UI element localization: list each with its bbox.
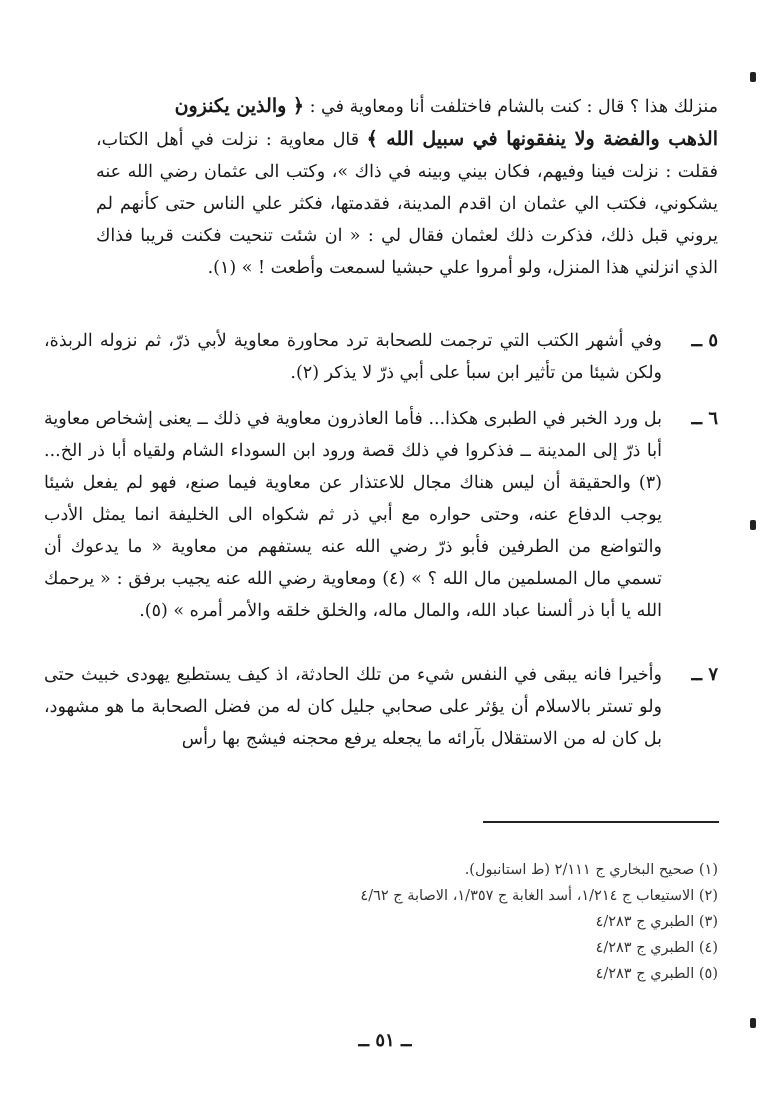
footnote: (١) صحيح البخاري ج ٢/١١١ (ط استانبول). [464, 862, 718, 878]
footnote: (٤) الطبري ج ٤/٢٨٣ [595, 940, 718, 956]
quran-quote-end: الذهب والفضة ولا ينفقونها في سبيل الله ﴾ [366, 128, 718, 150]
item-text: بل ورد الخبر في الطبرى هكذا... فأما العاذرون معاوية في ذلك ــ يعنى إشخاص معاوية أبا ذرّ إلى المدينة ــ فذكروا في ذلك قصة ورود ابن السوداء الشام ولقياه أبا ذر الخ... (٣) والحقيقة أن ليس هناك مجال للاعتذار عن معاوية فيما صنع، فهو لم يفعل شيئا يوجب الدفاع عنه، وحتى حواره مع أبي ذر ثم شكواه الى الخليفة انما يمثل الأدب والتواضع من الطرفين فأبو ذرّ رضي الله عنه يستفهم من معاوية « ما يدعوك أن تسمي مال المسلمين مال الله ؟ » (٤) ومعاوية رضي الله عنه يجيب برفق : « يرحمك الله يا أبا ذر ألسنا عباد الله، والمال ماله، والخلق خلقه والأمر أمره » (٥). [44, 409, 662, 621]
item-text: وأخيرا فانه يبقى في النفس شيء من تلك الحادثة، اذ كيف يستطيع يهودى خبيث حتى ولو تستر بالاسلام أن يؤثر على صحابي جليل كان له من فضل الصحابة ما هو مشهود، بل كان له من الاستقلال بآرائه ما يجعله يرفع محجنه فيشج بها رأس [44, 665, 662, 749]
item-number: ٥ ــ [691, 330, 718, 351]
footnotes [200, 857, 718, 987]
list-item-6 [44, 403, 718, 627]
intro-rest-text: فقلت : نزلت فينا وفيهم، فكان بيني وبينه في ذاك »، وكتب الى عثمان رضي الله عنه يشكوني، فكتب الي عثمان ان اقدم المدينة، فقدمتها، فكثر علي الناس حتى كأنهم لم يروني قبل ذلك، فذكرت ذلك لعثمان فقال لي : « ان شئت تنحيت فكنت قريبا فذاك الذي انزلني هذا المنزل، ولو أمروا علي حبشيا لسمعت وأطعت ! » (١). [96, 162, 718, 278]
intro-line2-text: قال معاوية : نزلت في أهل الكتاب، [96, 130, 367, 150]
footnote-separator [483, 821, 719, 823]
list-item-5 [44, 325, 718, 389]
scan-mark [750, 72, 756, 82]
intro-paragraph [96, 90, 718, 284]
quran-quote-start: ﴿ والذين يكنزون [174, 95, 305, 117]
item-number: ٧ ــ [691, 664, 718, 685]
footnote: (٣) الطبري ج ٤/٢٨٣ [595, 914, 718, 930]
scan-mark [750, 520, 756, 530]
footnote: (٥) الطبري ج ٤/٢٨٣ [595, 966, 718, 982]
list-item-7 [44, 659, 718, 755]
item-text: وفي أشهر الكتب التي ترجمت للصحابة ترد محاورة معاوية لأبي ذرّ، ثم نزوله الربذة، ولكن شيئا من تأثير ابن سبأ على أبي ذرّ لا يذكر (٢). [44, 331, 662, 383]
intro-line1-text: منزلك هذا ؟ قال : كنت بالشام فاختلفت أنا ومعاوية في : [304, 97, 718, 117]
item-number: ٦ ــ [691, 408, 718, 429]
scan-mark [750, 1018, 756, 1028]
page-number: ــ ٥١ ــ [358, 1030, 412, 1051]
footnote: (٢) الاستيعاب ج ١/٢١٤، أسد الغابة ج ١/٣٥٧، الاصابة ج ٤/٦٢ [360, 888, 718, 904]
